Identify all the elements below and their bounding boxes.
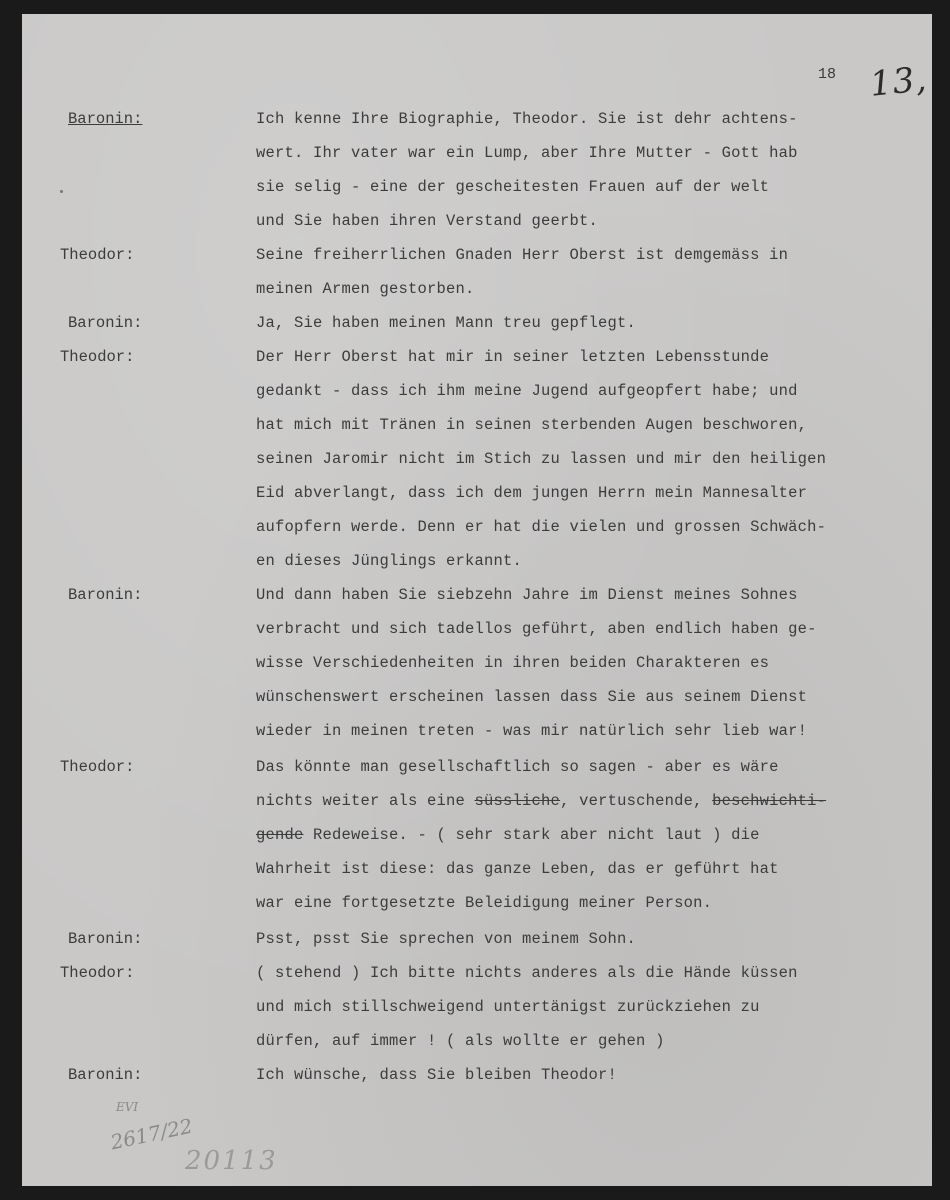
speaker-label: Theodor: [60,758,135,776]
dialogue-line [256,1066,617,1084]
line-text: gedankt - dass ich ihm meine Jugend aufgeopfert habe; und [256,382,798,400]
dialogue-row [0,894,950,924]
dialogue-row [0,688,950,718]
line-text: wisse Verschiedenheiten in ihren beiden Charakteren es [256,654,770,672]
archive-mark-small: EVI [116,1100,139,1114]
dialogue-line [256,246,788,264]
line-text: wert. Ihr vater war ein Lump, aber Ihre Mutter - Gott hab [256,144,798,162]
dialogue-row [0,416,950,446]
dialogue-row [0,654,950,684]
speaker-label: Baronin: [68,586,143,604]
dialogue-line [256,930,636,948]
line-text: und mich stillschweigend untertänigst zurückziehen zu [256,998,760,1016]
dialogue-line [256,688,807,706]
dialogue-line [256,280,475,298]
struck-word: gende [256,826,304,844]
dialogue-line [256,382,798,400]
dialogue-line [256,758,779,776]
folio-number-handwritten: 13, [868,59,930,105]
dialogue-row [0,144,950,174]
struck-word: beschwichti- [712,792,827,810]
line-text: wieder in meinen treten - was mir natürlich sehr lieb war! [256,722,808,740]
dialogue-line [256,586,798,604]
dialogue-line [256,314,636,332]
dialogue-line [256,110,798,128]
dialogue-line [256,552,522,570]
dialogue-line [256,998,760,1016]
dialogue-line [256,620,817,638]
line-text: nichts weiter als eine [256,792,475,810]
dialogue-row [0,1032,950,1062]
line-text: Seine freiherrlichen Gnaden Herr Oberst ist demgemäss in [256,246,789,264]
dialogue-line [256,416,807,434]
dialogue-row [0,484,950,514]
dialogue-line [256,450,826,468]
dialogue-row [0,758,950,788]
dialogue-line [256,144,798,162]
struck-word: süssliche [474,792,561,810]
line-text: Redeweise. - ( sehr stark aber nicht laut ) die [303,826,760,844]
page-number: 18 [818,66,837,83]
dialogue-row [0,280,950,310]
line-text: wünschenswert erscheinen lassen dass Sie aus seinem Dienst [256,688,808,706]
dialogue-line [256,348,769,366]
line-text: war eine fortgesetzte Beleidigung meiner Person. [256,894,713,912]
dialogue-row [0,348,950,378]
dialogue-row [0,246,950,276]
speaker-label: Baronin: [68,110,143,128]
speaker-label: Baronin: [68,314,143,332]
dialogue-line [256,860,779,878]
speaker-label: Theodor: [60,348,135,366]
dialogue-line [256,722,807,740]
dialogue-line [256,792,826,810]
speaker-label: Theodor: [60,246,135,264]
line-text: dürfen, auf immer ! ( als wollte er gehen ) [256,1032,665,1050]
line-text: Wahrheit ist diese: das ganze Leben, das er geführt hat [256,860,779,878]
line-text: Ich kenne Ihre Biographie, Theodor. Sie ist dehr achtens- [256,110,798,128]
line-text: und Sie haben ihren Verstand geerbt. [256,212,599,230]
archive-mark-number: 20113 [185,1146,278,1176]
dialogue-row [0,552,950,582]
dialogue-row [0,792,950,822]
line-text: sie selig - eine der gescheitesten Frauen auf der welt [256,178,770,196]
line-text: ( stehend ) Ich bitte nichts anderes als die Hände küssen [256,964,798,982]
dialogue-line [256,654,769,672]
line-text: Das könnte man gesellschaftlich so sagen - aber es wäre [256,758,779,776]
line-text: seinen Jaromir nicht im Stich zu lassen und mir den heiligen [256,450,827,468]
dialogue-row [0,722,950,752]
dialogue-row [0,860,950,890]
dialogue-row [0,178,950,208]
speaker-label: Baronin: [68,1066,143,1084]
dialogue-line [256,212,598,230]
dialogue-row [0,212,950,242]
line-text: Und dann haben Sie siebzehn Jahre im Dienst meines Sohnes [256,586,798,604]
line-text: Der Herr Oberst hat mir in seiner letzten Lebensstunde [256,348,770,366]
line-text: en dieses Jünglings erkannt. [256,552,523,570]
dialogue-row [0,586,950,616]
dialogue-row [0,518,950,548]
line-text: Ja, Sie haben meinen Mann treu gepflegt. [256,314,637,332]
speaker-label: Theodor: [60,964,135,982]
dialogue-row [0,998,950,1028]
speaker-label: Baronin: [68,930,143,948]
dialogue-row [0,964,950,994]
dialogue-line [256,518,826,536]
dialogue-line [256,964,798,982]
dialogue-line [256,484,807,502]
dialogue-row [0,382,950,412]
dialogue-line [256,826,760,844]
line-text: Ich wünsche, dass Sie bleiben Theodor! [256,1066,618,1084]
line-text: , vertuschende, [560,792,713,810]
dialogue-row [0,314,950,344]
line-text: Psst, psst Sie sprechen von meinem Sohn. [256,930,637,948]
dialogue-row [0,110,950,140]
dialogue-line [256,1032,665,1050]
dialogue-line [256,178,769,196]
line-text: aufopfern werde. Denn er hat die vielen und grossen Schwäch- [256,518,827,536]
line-text: verbracht und sich tadellos geführt, aben endlich haben ge- [256,620,817,638]
line-text: Eid abverlangt, dass ich dem jungen Herrn mein Mannesalter [256,484,808,502]
archive-mark-signature: 2617/22 [108,1113,195,1155]
line-text: hat mich mit Tränen in seinen sterbenden Augen beschworen, [256,416,808,434]
line-text: meinen Armen gestorben. [256,280,475,298]
dialogue-row [0,450,950,480]
dialogue-row [0,1066,950,1096]
dialogue-row [0,826,950,856]
dialogue-row [0,930,950,960]
dialogue-line [256,894,712,912]
dialogue-row [0,620,950,650]
